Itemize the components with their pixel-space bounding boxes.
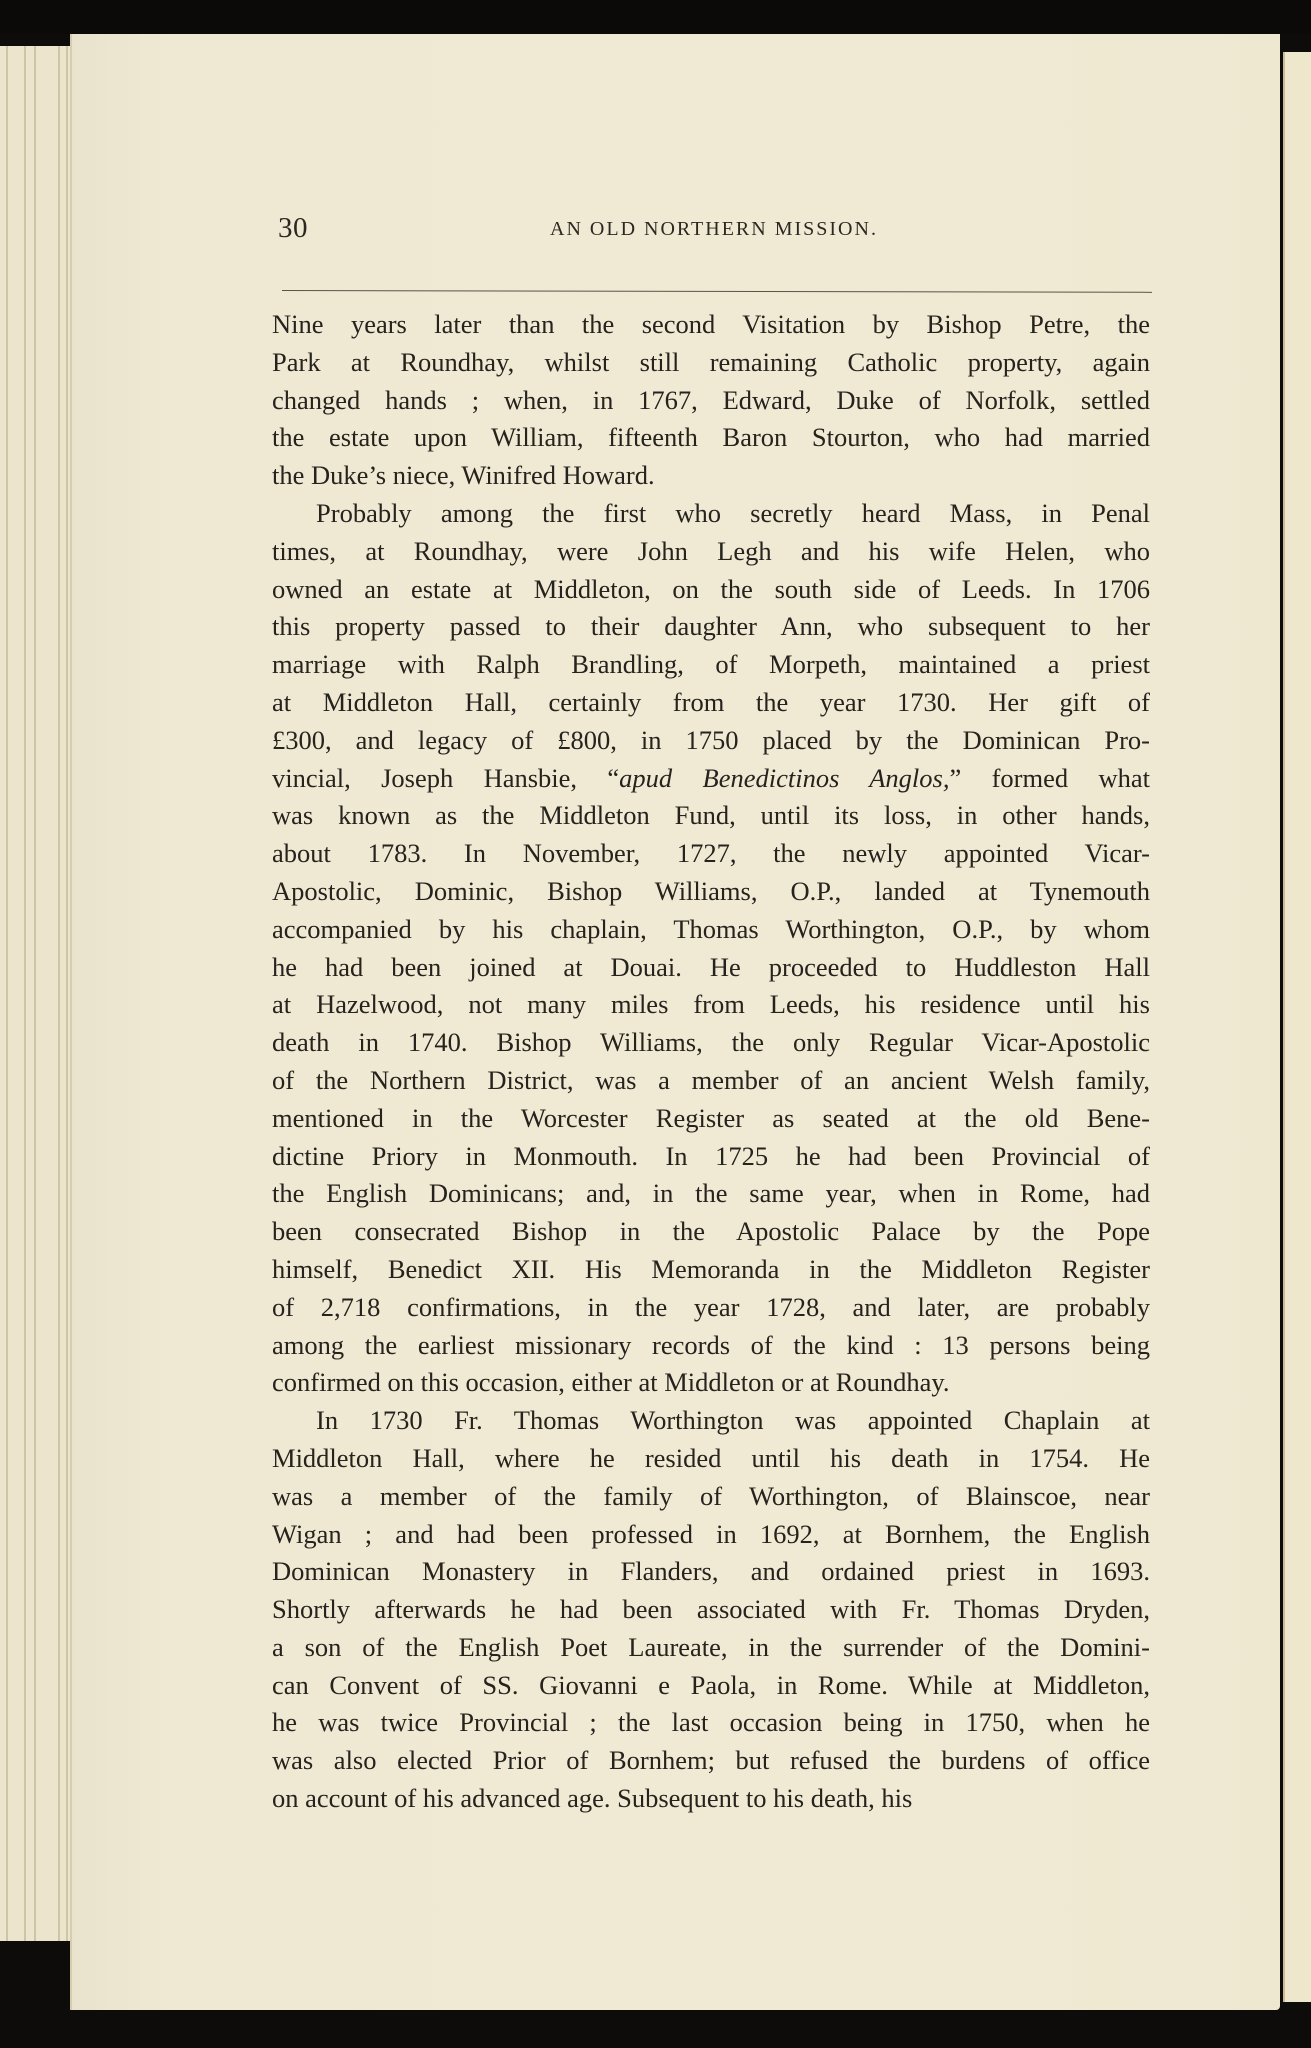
text-line: at Hazelwood, not many miles from Leeds, his residence until his (272, 989, 1150, 1020)
text-line: Shortly afterwards he had been associated with Fr. Thomas Dryden, (272, 1594, 1150, 1625)
italic-latin-phrase: apud Benedictinos Anglos, (619, 762, 950, 793)
book-gutter-right (1283, 52, 1311, 2002)
text-line: was a member of the family of Worthington, of Blainscoe, near (272, 1480, 1150, 1511)
text-line: Nine years later than the second Visitation by Bishop Petre, the (272, 309, 1150, 339)
text-line: confirmed on this occasion, either at Middleton or at Roundhay. (272, 1367, 950, 1398)
text-line: Park at Roundhay, whilst still remaining Catholic property, again (272, 346, 1150, 377)
text-run: ” formed what (949, 762, 1150, 793)
text-line (272, 760, 1150, 798)
text-line: was also elected Prior of Bornhem; but refused the burdens of office (272, 1745, 1150, 1776)
page-stack-left (0, 46, 70, 1941)
text-line: was known as the Middleton Fund, until its loss, in other hands, (272, 800, 1150, 831)
paragraph (272, 306, 1150, 495)
text-line: been consecrated Bishop in the Apostolic Palace by the Pope (272, 1216, 1150, 1247)
text-line: marriage with Ralph Brandling, of Morpeth, maintained a priest (272, 649, 1150, 680)
text-line: the estate upon William, fifteenth Baron Stourton, who had married (272, 422, 1150, 453)
text-line: £300, and legacy of £800, in 1750 placed by the Dominican Pro- (272, 724, 1150, 755)
text-line: Probably among the first who secretly heard Mass, in Penal (316, 497, 1150, 528)
paragraph (272, 1402, 1150, 1818)
text-line: on account of his advanced age. Subsequent to his death, his (272, 1783, 913, 1814)
page-edge-line (70, 34, 72, 2010)
text-run: vincial, Joseph Hansbie, “ (272, 762, 620, 793)
text-line: about 1783. In November, 1727, the newly appointed Vicar- (272, 838, 1150, 869)
page-edge-line (24, 46, 26, 1941)
text-line: he was twice Provincial ; the last occasion being in 1750, when he (272, 1707, 1150, 1738)
text-line: dictine Priory in Monmouth. In 1725 he had been Provincial of (272, 1140, 1150, 1171)
text-line: he had been joined at Douai. He proceeded to Huddleston Hall (272, 951, 1150, 982)
page-edge-line (34, 46, 36, 1941)
page-header (278, 212, 1150, 252)
body-text (272, 306, 1150, 1818)
scan-background-top (0, 0, 1311, 34)
text-line: at Middleton Hall, certainly from the year 1730. Her gift of (272, 686, 1150, 717)
running-title: AN OLD NORTHERN MISSION. (550, 218, 878, 240)
page-number: 30 (278, 212, 308, 244)
text-line: death in 1740. Bishop Williams, the only Regular Vicar-Apostolic (272, 1027, 1150, 1058)
text-line: Wigan ; and had been professed in 1692, at Bornhem, the English (272, 1518, 1150, 1549)
text-line: among the earliest missionary records of the kind : 13 persons being (272, 1329, 1150, 1360)
text-line: Apostolic, Dominic, Bishop Williams, O.P., landed at Tynemouth (272, 875, 1150, 906)
text-line: himself, Benedict XII. His Memoranda in the Middleton Register (272, 1253, 1150, 1284)
paragraph (272, 495, 1150, 1402)
text-line: the English Dominicans; and, in the same year, when in Rome, had (272, 1178, 1150, 1209)
text-line: changed hands ; when, in 1767, Edward, Duke of Norfolk, settled (272, 384, 1150, 415)
page-edge-line (58, 46, 60, 1941)
text-line: a son of the English Poet Laureate, in the surrender of the Domini- (272, 1631, 1150, 1662)
text-line: of 2,718 confirmations, in the year 1728, and later, are probably (272, 1291, 1150, 1322)
page-edge-line (66, 46, 68, 1941)
text-line: In 1730 Fr. Thomas Worthington was appointed Chaplain at (316, 1405, 1150, 1436)
text-line: Dominican Monastery in Flanders, and ordained priest in 1693. (272, 1556, 1150, 1587)
text-line: times, at Roundhay, were John Legh and his wife Helen, who (272, 535, 1150, 566)
text-line: the Duke’s niece, Winifred Howard. (272, 460, 655, 491)
text-line: can Convent of SS. Giovanni e Paola, in Rome. While at Middleton, (272, 1669, 1150, 1700)
text-line: Middleton Hall, where he resided until his death in 1754. He (272, 1442, 1150, 1473)
text-line: mentioned in the Worcester Register as seated at the old Bene- (272, 1102, 1150, 1133)
text-line: accompanied by his chaplain, Thomas Worthington, O.P., by whom (272, 913, 1150, 944)
text-line: of the Northern District, was a member of an ancient Welsh family, (272, 1064, 1150, 1095)
page-edge-line (6, 46, 8, 1941)
text-line: this property passed to their daughter Ann, who subsequent to her (272, 611, 1150, 642)
text-line: owned an estate at Middleton, on the south side of Leeds. In 1706 (272, 573, 1150, 604)
